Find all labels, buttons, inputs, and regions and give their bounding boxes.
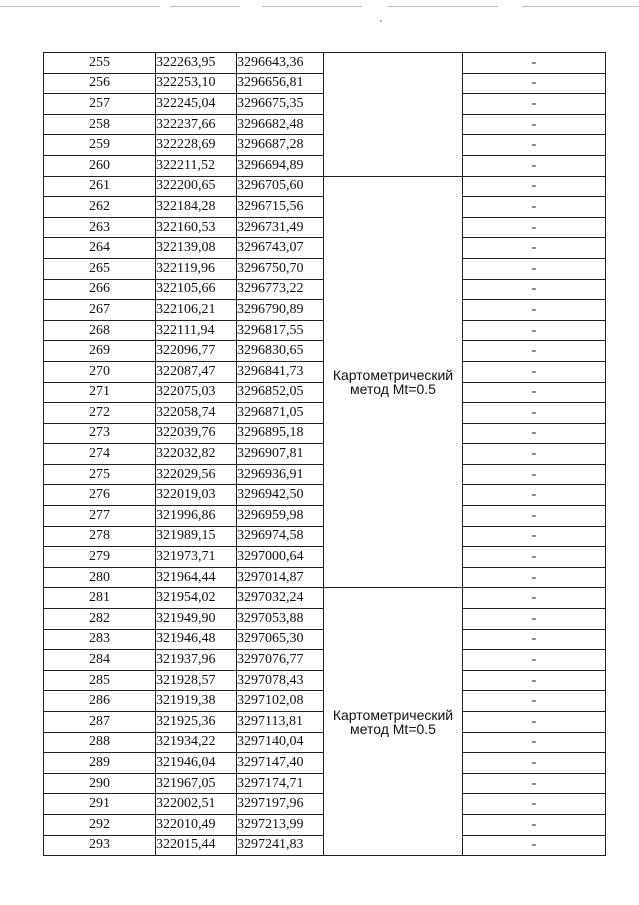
x-coordinate-cell: 322029,56 [156, 464, 237, 485]
y-coordinate-cell: 3296682,48 [237, 114, 324, 135]
point-number-cell: 289 [44, 753, 156, 774]
y-coordinate-cell: 3296895,18 [237, 423, 324, 444]
point-number-cell: 284 [44, 650, 156, 671]
point-number-cell: 255 [44, 53, 156, 74]
point-number-cell: 273 [44, 423, 156, 444]
x-coordinate-cell: 321989,15 [156, 526, 237, 547]
x-coordinate-cell: 322010,49 [156, 814, 237, 835]
point-number-cell: 288 [44, 732, 156, 753]
y-coordinate-cell: 3296871,05 [237, 403, 324, 424]
y-coordinate-cell: 3297140,04 [237, 732, 324, 753]
point-number-cell: 256 [44, 73, 156, 94]
point-number-cell: 269 [44, 341, 156, 362]
x-coordinate-cell: 321928,57 [156, 670, 237, 691]
x-coordinate-cell: 322119,96 [156, 258, 237, 279]
point-number-cell: 285 [44, 670, 156, 691]
x-coordinate-cell: 322032,82 [156, 444, 237, 465]
x-coordinate-cell: 322184,28 [156, 197, 237, 218]
y-coordinate-cell: 3297014,87 [237, 567, 324, 588]
x-coordinate-cell: 321934,22 [156, 732, 237, 753]
y-coordinate-cell: 3296731,49 [237, 217, 324, 238]
x-coordinate-cell: 322087,47 [156, 361, 237, 382]
method-text-line-1: Картометрический [332, 367, 454, 383]
value-cell: - [463, 485, 606, 506]
value-cell: - [463, 176, 606, 197]
value-cell: - [463, 712, 606, 733]
x-coordinate-cell: 322106,21 [156, 300, 237, 321]
y-coordinate-cell: 3296743,07 [237, 238, 324, 259]
value-cell: - [463, 197, 606, 218]
x-coordinate-cell: 322237,66 [156, 114, 237, 135]
scan-artifact-line [522, 6, 639, 7]
x-coordinate-cell: 322058,74 [156, 403, 237, 424]
point-number-cell: 270 [44, 361, 156, 382]
y-coordinate-cell: 3297174,71 [237, 773, 324, 794]
value-cell: - [463, 382, 606, 403]
point-number-cell: 265 [44, 258, 156, 279]
point-number-cell: 286 [44, 691, 156, 712]
y-coordinate-cell: 3296959,98 [237, 506, 324, 527]
value-cell: - [463, 238, 606, 259]
x-coordinate-cell: 322228,69 [156, 135, 237, 156]
y-coordinate-cell: 3296656,81 [237, 73, 324, 94]
point-number-cell: 266 [44, 279, 156, 300]
y-coordinate-cell: 3297000,64 [237, 547, 324, 568]
y-coordinate-cell: 3297053,88 [237, 609, 324, 630]
point-number-cell: 275 [44, 464, 156, 485]
value-cell: - [463, 94, 606, 115]
value-cell: - [463, 135, 606, 156]
y-coordinate-cell: 3297065,30 [237, 629, 324, 650]
point-number-cell: 268 [44, 320, 156, 341]
y-coordinate-cell: 3296675,35 [237, 94, 324, 115]
scan-artifact-dot [380, 20, 382, 22]
value-cell: - [463, 567, 606, 588]
y-coordinate-cell: 3296936,91 [237, 464, 324, 485]
method-text-line-1: Картометрический [332, 706, 454, 723]
point-number-cell: 278 [44, 526, 156, 547]
point-number-cell: 274 [44, 444, 156, 465]
x-coordinate-cell: 322105,66 [156, 279, 237, 300]
x-coordinate-cell: 322253,10 [156, 73, 237, 94]
value-cell: - [463, 53, 606, 74]
y-coordinate-cell: 3296790,89 [237, 300, 324, 321]
value-cell: - [463, 835, 606, 856]
point-number-cell: 261 [44, 176, 156, 197]
point-number-cell: 264 [44, 238, 156, 259]
x-coordinate-cell: 321996,86 [156, 506, 237, 527]
x-coordinate-cell: 322096,77 [156, 341, 237, 362]
coordinates-table [43, 52, 606, 856]
point-number-cell: 287 [44, 712, 156, 733]
value-cell: - [463, 609, 606, 630]
table-row [44, 176, 606, 197]
value-cell: - [463, 670, 606, 691]
value-cell: - [463, 506, 606, 527]
method-text-line-2: метод Mt=0.5 [350, 381, 436, 397]
y-coordinate-cell: 3296942,50 [237, 485, 324, 506]
x-coordinate-cell: 322160,53 [156, 217, 237, 238]
point-number-cell: 271 [44, 382, 156, 403]
method-cell [324, 588, 463, 856]
point-number-cell: 260 [44, 155, 156, 176]
value-cell: - [463, 403, 606, 424]
x-coordinate-cell: 322019,03 [156, 485, 237, 506]
value-cell: - [463, 155, 606, 176]
point-number-cell: 262 [44, 197, 156, 218]
point-number-cell: 267 [44, 300, 156, 321]
x-coordinate-cell: 322200,65 [156, 176, 237, 197]
value-cell: - [463, 814, 606, 835]
point-number-cell: 279 [44, 547, 156, 568]
value-cell: - [463, 217, 606, 238]
y-coordinate-cell: 3297102,08 [237, 691, 324, 712]
value-cell: - [463, 341, 606, 362]
x-coordinate-cell: 321946,04 [156, 753, 237, 774]
point-number-cell: 282 [44, 609, 156, 630]
point-number-cell: 263 [44, 217, 156, 238]
value-cell: - [463, 691, 606, 712]
value-cell: - [463, 361, 606, 382]
y-coordinate-cell: 3297197,96 [237, 794, 324, 815]
value-cell: - [463, 114, 606, 135]
value-cell: - [463, 794, 606, 815]
y-coordinate-cell: 3296687,28 [237, 135, 324, 156]
value-cell: - [463, 279, 606, 300]
value-cell: - [463, 629, 606, 650]
point-number-cell: 291 [44, 794, 156, 815]
y-coordinate-cell: 3296974,58 [237, 526, 324, 547]
x-coordinate-cell: 321946,48 [156, 629, 237, 650]
value-cell: - [463, 547, 606, 568]
value-cell: - [463, 73, 606, 94]
y-coordinate-cell: 3296643,36 [237, 53, 324, 74]
x-coordinate-cell: 322039,76 [156, 423, 237, 444]
value-cell: - [463, 526, 606, 547]
x-coordinate-cell: 321949,90 [156, 609, 237, 630]
y-coordinate-cell: 3296817,55 [237, 320, 324, 341]
y-coordinate-cell: 3296773,22 [237, 279, 324, 300]
scan-artifact-line [0, 6, 160, 7]
x-coordinate-cell: 321919,38 [156, 691, 237, 712]
y-coordinate-cell: 3297213,99 [237, 814, 324, 835]
x-coordinate-cell: 321925,36 [156, 712, 237, 733]
y-coordinate-cell: 3296852,05 [237, 382, 324, 403]
point-number-cell: 258 [44, 114, 156, 135]
y-coordinate-cell: 3296841,73 [237, 361, 324, 382]
y-coordinate-cell: 3296907,81 [237, 444, 324, 465]
point-number-cell: 290 [44, 773, 156, 794]
x-coordinate-cell: 322263,95 [156, 53, 237, 74]
x-coordinate-cell: 321973,71 [156, 547, 237, 568]
scan-artifact-line [388, 6, 498, 7]
point-number-cell: 281 [44, 588, 156, 609]
y-coordinate-cell: 3296705,60 [237, 176, 324, 197]
x-coordinate-cell: 322211,52 [156, 155, 237, 176]
point-number-cell: 272 [44, 403, 156, 424]
x-coordinate-cell: 321954,02 [156, 588, 237, 609]
point-number-cell: 277 [44, 506, 156, 527]
x-coordinate-cell: 322245,04 [156, 94, 237, 115]
value-cell: - [463, 464, 606, 485]
table-row [44, 588, 606, 609]
point-number-cell: 292 [44, 814, 156, 835]
scan-artifact-line [170, 6, 240, 7]
y-coordinate-cell: 3297147,40 [237, 753, 324, 774]
x-coordinate-cell: 322075,03 [156, 382, 237, 403]
method-text-line-2: метод Mt=0.5 [350, 720, 436, 737]
x-coordinate-cell: 321964,44 [156, 567, 237, 588]
value-cell: - [463, 320, 606, 341]
y-coordinate-cell: 3296830,65 [237, 341, 324, 362]
point-number-cell: 257 [44, 94, 156, 115]
method-cell [324, 53, 463, 177]
y-coordinate-cell: 3297113,81 [237, 712, 324, 733]
y-coordinate-cell: 3297076,77 [237, 650, 324, 671]
value-cell: - [463, 444, 606, 465]
y-coordinate-cell: 3297032,24 [237, 588, 324, 609]
x-coordinate-cell: 322015,44 [156, 835, 237, 856]
value-cell: - [463, 753, 606, 774]
x-coordinate-cell: 322139,08 [156, 238, 237, 259]
value-cell: - [463, 773, 606, 794]
y-coordinate-cell: 3297078,43 [237, 670, 324, 691]
point-number-cell: 280 [44, 567, 156, 588]
y-coordinate-cell: 3296694,89 [237, 155, 324, 176]
scan-artifact-line [262, 6, 362, 7]
value-cell: - [463, 650, 606, 671]
x-coordinate-cell: 321937,96 [156, 650, 237, 671]
point-number-cell: 259 [44, 135, 156, 156]
y-coordinate-cell: 3297241,83 [237, 835, 324, 856]
value-cell: - [463, 258, 606, 279]
y-coordinate-cell: 3296750,70 [237, 258, 324, 279]
x-coordinate-cell: 321967,05 [156, 773, 237, 794]
coordinates-table-body [44, 53, 606, 856]
value-cell: - [463, 732, 606, 753]
y-coordinate-cell: 3296715,56 [237, 197, 324, 218]
x-coordinate-cell: 322002,51 [156, 794, 237, 815]
value-cell: - [463, 423, 606, 444]
value-cell: - [463, 588, 606, 609]
method-cell [324, 176, 463, 588]
x-coordinate-cell: 322111,94 [156, 320, 237, 341]
value-cell: - [463, 300, 606, 321]
point-number-cell: 276 [44, 485, 156, 506]
table-row [44, 53, 606, 74]
point-number-cell: 283 [44, 629, 156, 650]
point-number-cell: 293 [44, 835, 156, 856]
